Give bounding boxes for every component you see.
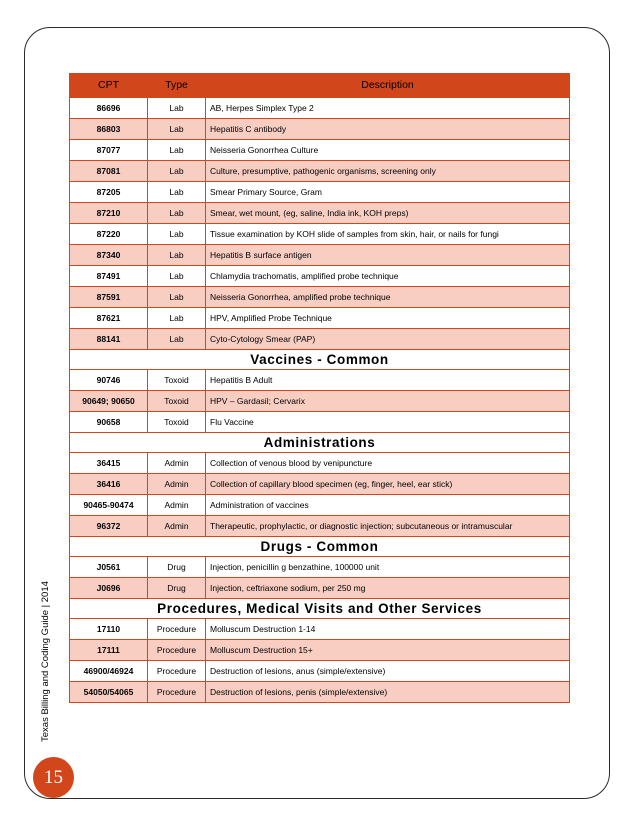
description-cell: Collection of capillary blood specimen (eg, finger, heel, ear stick) [206, 474, 570, 495]
document-sidebar-title: Texas Billing and Coding Guide | 2014 [40, 581, 51, 742]
description-cell: Neisseria Gonorrhea Culture [206, 140, 570, 161]
type-cell: Lab [148, 98, 206, 119]
cpt-code-cell: 87591 [70, 287, 148, 308]
cpt-code-cell: 86803 [70, 119, 148, 140]
cpt-code-table [69, 73, 570, 703]
description-cell: HPV, Amplified Probe Technique [206, 308, 570, 329]
cpt-code-cell: 87081 [70, 161, 148, 182]
table-row [70, 182, 570, 203]
table-row [70, 495, 570, 516]
section-title: Administrations [70, 433, 570, 453]
cpt-code-cell: 46900/46924 [70, 661, 148, 682]
cpt-code-cell: J0696 [70, 578, 148, 599]
cpt-code-cell: 86696 [70, 98, 148, 119]
cpt-code-cell: 90658 [70, 412, 148, 433]
description-cell: Chlamydia trachomatis, amplified probe technique [206, 266, 570, 287]
cpt-code-cell: 88141 [70, 329, 148, 350]
type-cell: Lab [148, 308, 206, 329]
page-number-badge: 15 [33, 757, 74, 798]
cpt-code-cell: 87205 [70, 182, 148, 203]
table-row [70, 140, 570, 161]
table-row [70, 370, 570, 391]
type-cell: Admin [148, 453, 206, 474]
description-cell: AB, Herpes Simplex Type 2 [206, 98, 570, 119]
description-cell: Administration of vaccines [206, 495, 570, 516]
section-title: Procedures, Medical Visits and Other Services [70, 599, 570, 619]
description-cell: Hepatitis B Adult [206, 370, 570, 391]
description-cell: Neisseria Gonorrhea, amplified probe technique [206, 287, 570, 308]
cpt-code-cell: 90746 [70, 370, 148, 391]
cpt-code-cell: 87621 [70, 308, 148, 329]
table-row [70, 245, 570, 266]
type-cell: Toxoid [148, 370, 206, 391]
type-cell: Drug [148, 578, 206, 599]
cpt-code-cell: 96372 [70, 516, 148, 537]
type-cell: Procedure [148, 619, 206, 640]
description-cell: Injection, ceftriaxone sodium, per 250 mg [206, 578, 570, 599]
description-cell: HPV – Gardasil; Cervarix [206, 391, 570, 412]
description-cell: Culture, presumptive, pathogenic organisms, screening only [206, 161, 570, 182]
description-cell: Collection of venous blood by venipuncture [206, 453, 570, 474]
cpt-code-cell: 87491 [70, 266, 148, 287]
section-header-row [70, 433, 570, 453]
section-header-row [70, 537, 570, 557]
type-cell: Lab [148, 329, 206, 350]
table-row [70, 98, 570, 119]
table-row [70, 203, 570, 224]
table-row [70, 578, 570, 599]
table-row [70, 266, 570, 287]
table-row [70, 412, 570, 433]
header-type: Type [148, 74, 206, 98]
table-row [70, 391, 570, 412]
header-cpt: CPT [70, 74, 148, 98]
cpt-code-cell: 87220 [70, 224, 148, 245]
type-cell: Toxoid [148, 412, 206, 433]
table-row [70, 640, 570, 661]
type-cell: Lab [148, 161, 206, 182]
table-row [70, 224, 570, 245]
cpt-code-cell: 36416 [70, 474, 148, 495]
type-cell: Admin [148, 495, 206, 516]
table-row [70, 682, 570, 703]
table-row [70, 619, 570, 640]
table-row [70, 308, 570, 329]
type-cell: Lab [148, 119, 206, 140]
table-row [70, 516, 570, 537]
description-cell: Molluscum Destruction 1-14 [206, 619, 570, 640]
table-row [70, 329, 570, 350]
table-row [70, 474, 570, 495]
cpt-code-cell: 90465-90474 [70, 495, 148, 516]
table-row [70, 453, 570, 474]
cpt-code-cell: 87210 [70, 203, 148, 224]
type-cell: Lab [148, 245, 206, 266]
description-cell: Hepatitis C antibody [206, 119, 570, 140]
table-header-row [70, 74, 570, 98]
description-cell: Destruction of lesions, anus (simple/extensive) [206, 661, 570, 682]
table-row [70, 287, 570, 308]
type-cell: Lab [148, 203, 206, 224]
type-cell: Procedure [148, 661, 206, 682]
table-body [70, 98, 570, 703]
description-cell: Destruction of lesions, penis (simple/extensive) [206, 682, 570, 703]
description-cell: Hepatitis B surface antigen [206, 245, 570, 266]
section-title: Vaccines - Common [70, 350, 570, 370]
table-row [70, 557, 570, 578]
cpt-code-cell: 17111 [70, 640, 148, 661]
cpt-code-cell: J0561 [70, 557, 148, 578]
section-header-row [70, 350, 570, 370]
type-cell: Admin [148, 516, 206, 537]
type-cell: Lab [148, 266, 206, 287]
header-description: Description [206, 74, 570, 98]
table-row [70, 119, 570, 140]
type-cell: Lab [148, 224, 206, 245]
type-cell: Drug [148, 557, 206, 578]
table-row [70, 661, 570, 682]
description-cell: Flu Vaccine [206, 412, 570, 433]
type-cell: Procedure [148, 640, 206, 661]
cpt-code-cell: 17110 [70, 619, 148, 640]
type-cell: Toxoid [148, 391, 206, 412]
type-cell: Admin [148, 474, 206, 495]
description-cell: Smear, wet mount, (eg, saline, India ink, KOH preps) [206, 203, 570, 224]
description-cell: Tissue examination by KOH slide of samples from skin, hair, or nails for fungi [206, 224, 570, 245]
cpt-code-cell: 87340 [70, 245, 148, 266]
section-title: Drugs - Common [70, 537, 570, 557]
type-cell: Lab [148, 140, 206, 161]
type-cell: Procedure [148, 682, 206, 703]
cpt-code-cell: 87077 [70, 140, 148, 161]
description-cell: Injection, penicillin g benzathine, 100000 unit [206, 557, 570, 578]
description-cell: Molluscum Destruction 15+ [206, 640, 570, 661]
type-cell: Lab [148, 182, 206, 203]
cpt-code-cell: 36415 [70, 453, 148, 474]
table-row [70, 161, 570, 182]
type-cell: Lab [148, 287, 206, 308]
section-header-row [70, 599, 570, 619]
description-cell: Smear Primary Source, Gram [206, 182, 570, 203]
cpt-code-cell: 90649; 90650 [70, 391, 148, 412]
cpt-code-cell: 54050/54065 [70, 682, 148, 703]
description-cell: Cyto-Cytology Smear (PAP) [206, 329, 570, 350]
description-cell: Therapeutic, prophylactic, or diagnostic injection; subcutaneous or intramuscular [206, 516, 570, 537]
